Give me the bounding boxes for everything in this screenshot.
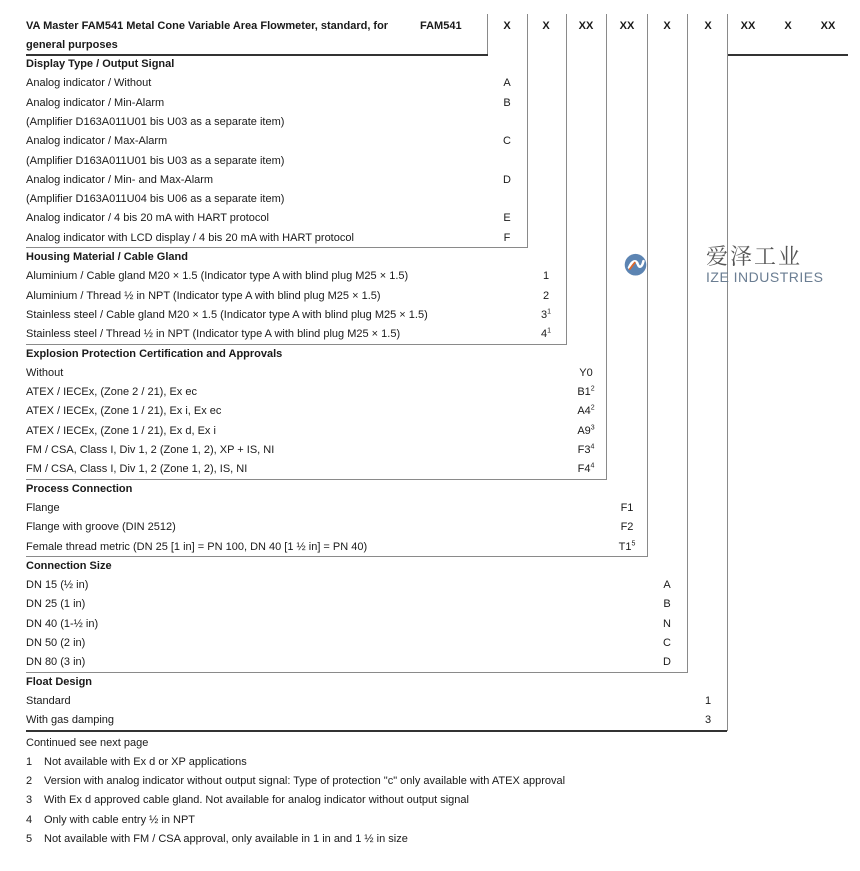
option-code: [571, 460, 601, 479]
option-label: Analog indicator / 4 bis 20 mA with HART protocol: [26, 212, 269, 225]
option-code-value: 3: [540, 308, 548, 321]
option-label: DN 25 (1 in): [26, 598, 86, 611]
option-label: FM / CSA, Class I, Div 1, 2 (Zone 1, 2), IS, NI: [26, 463, 248, 476]
option-label: ATEX / IECEx, (Zone 1 / 21), Ex d, Ex i: [26, 424, 216, 437]
header-code-5: X: [663, 20, 671, 32]
option-label: (Amplifier D163A011U01 bis U03 as a separate item): [26, 154, 285, 167]
option-code: [652, 634, 682, 653]
footnote-text: Not available with Ex d or XP applications: [44, 755, 247, 768]
row-divider: [26, 556, 647, 557]
header-code-6: X: [704, 20, 712, 32]
header-code-1: X: [503, 20, 511, 32]
header-code-4: XX: [619, 20, 635, 32]
footnote-text: Not available with FM / CSA approval, only available in 1 in and 1 ½ in size: [44, 833, 408, 845]
header-code-3: XX: [578, 20, 594, 32]
footnote-text: With Ex d approved cable gland. Not available for analog indicator without output signal: [44, 794, 469, 807]
footnote: [26, 811, 195, 830]
header-code-9: XX: [820, 20, 836, 32]
option-code: [612, 518, 642, 537]
option-label: Stainless steel / Thread ½ in NPT (Indicator type A with blind plug M25 × 1.5): [26, 328, 401, 341]
option-code-value: F4: [577, 463, 591, 476]
header-code-2: X: [542, 20, 550, 32]
option-label: Standard: [26, 694, 71, 707]
option-label: Analog indicator / Min- and Max-Alarm: [26, 173, 214, 186]
section-title: Explosion Protection Certification and Approvals: [26, 347, 283, 360]
option-label: Flange: [26, 501, 60, 514]
option-code: [492, 209, 522, 228]
option-code-value: 2: [542, 289, 550, 302]
option-code-value: C: [503, 135, 511, 148]
option-label: Female thread metric (DN 25 [1 in] = PN 100, DN 40 [1 ½ in] = PN 40): [26, 540, 368, 553]
option-code: [531, 267, 561, 286]
option-label: Stainless steel / Cable gland M20 × 1.5 (Indicator type A with blind plug M25 × 1.5): [26, 308, 428, 321]
footnote-ref: 2: [590, 404, 595, 412]
option-code-value: B: [503, 96, 511, 109]
column-divider: [487, 14, 488, 54]
footnote-text: Only with cable entry ½ in NPT: [44, 813, 196, 826]
option-code-value: A4: [577, 405, 591, 418]
footnote-number: 2: [26, 775, 33, 788]
option-code-value: 3: [704, 714, 712, 727]
option-label: Without: [26, 366, 64, 379]
footnote-ref: 4: [590, 462, 595, 470]
option-code-value: D: [503, 173, 511, 186]
option-label: ATEX / IECEx, (Zone 2 / 21), Ex ec: [26, 386, 197, 399]
footnote-ref: 1: [547, 308, 552, 316]
option-label: With gas damping: [26, 714, 115, 727]
option-code: [571, 402, 601, 421]
option-label: DN 50 (2 in): [26, 637, 86, 649]
footnote-number: 5: [26, 833, 33, 845]
option-label: Flange with groove (DIN 2512): [26, 521, 176, 534]
footnote-ref: 3: [590, 424, 595, 432]
row-divider: [728, 54, 848, 56]
option-code: [612, 499, 642, 518]
option-code-value: F3: [577, 444, 591, 456]
section-title: Connection Size: [26, 559, 112, 572]
option-code-value: F2: [620, 521, 634, 534]
option-code: [531, 306, 561, 325]
section-title: Housing Material / Cable Gland: [26, 251, 188, 263]
model-number: FAM541: [420, 20, 462, 32]
column-divider: [527, 14, 528, 248]
column-divider: [727, 14, 728, 731]
column-divider: [687, 14, 688, 673]
option-code-value: A9: [577, 424, 591, 437]
option-code-value: F1: [620, 501, 634, 514]
header-code-7: XX: [740, 20, 756, 32]
option-code: [492, 74, 522, 93]
option-code-value: E: [503, 212, 511, 225]
option-label: Analog indicator with LCD display / 4 bis 20 mA with HART protocol: [26, 231, 354, 244]
option-code-value: F: [503, 231, 511, 244]
footnote-text: Version with analog indicator without output signal: Type of protection "c" only available with ATEX approval: [44, 775, 566, 788]
option-label: Aluminium / Cable gland M20 × 1.5 (Indicator type A with blind plug M25 × 1.5): [26, 270, 409, 283]
option-code: [693, 711, 723, 730]
row-divider: [26, 672, 687, 673]
option-label: (Amplifier D163A011U01 bis U03 as a separate item): [26, 115, 285, 128]
continued-note: Continued see next page: [26, 736, 149, 749]
column-divider: [566, 14, 567, 345]
option-label: FM / CSA, Class I, Div 1, 2 (Zone 1, 2), XP + IS, NI: [26, 444, 275, 456]
option-label: Analog indicator / Without: [26, 77, 152, 90]
option-label: (Amplifier D163A011U04 bis U06 as a separate item): [26, 193, 285, 206]
section-title: Display Type / Output Signal: [26, 58, 175, 70]
option-code-value: B1: [577, 386, 591, 399]
footnote-ref: 4: [590, 443, 595, 451]
footnote-number: 4: [26, 813, 33, 826]
footnote-ref: 2: [590, 385, 595, 393]
option-code: [612, 538, 642, 557]
section-title: Float Design: [26, 675, 93, 688]
option-label: Analog indicator / Max-Alarm: [26, 135, 168, 148]
option-code-value: N: [663, 617, 671, 630]
option-code-value: B: [663, 598, 671, 611]
footnote-ref: 5: [631, 539, 636, 547]
option-code: [531, 287, 561, 306]
option-code: [652, 576, 682, 595]
option-code: [571, 441, 601, 460]
option-label: DN 80 (3 in): [26, 656, 86, 669]
option-code: [531, 325, 561, 344]
footnote-number: 3: [26, 794, 33, 807]
footnote: [26, 791, 469, 810]
option-code-value: A: [663, 579, 671, 592]
footnote: [26, 753, 247, 772]
footnote-number: 1: [26, 755, 33, 768]
option-code-value: T1: [618, 540, 632, 553]
page-title: VA Master FAM541 Metal Cone Variable Area Flowmeter, standard, for general purposes: [26, 20, 389, 51]
option-code: [571, 364, 601, 383]
option-code: [492, 171, 522, 190]
option-code-value: Y0: [579, 366, 593, 379]
footnote: [26, 772, 565, 791]
option-label: ATEX / IECEx, (Zone 1 / 21), Ex i, Ex ec: [26, 405, 222, 418]
option-code: [652, 653, 682, 672]
option-code-value: 1: [542, 270, 550, 283]
section-title: Process Connection: [26, 482, 133, 495]
option-code-value: 1: [704, 694, 712, 707]
header-code-8: X: [784, 20, 792, 32]
option-label: DN 15 (½ in): [26, 579, 89, 592]
option-label: DN 40 (1-½ in): [26, 617, 99, 630]
option-code: [652, 595, 682, 614]
option-code-value: D: [663, 656, 671, 669]
option-code: [492, 94, 522, 113]
row-divider: [26, 730, 727, 732]
option-code-value: C: [663, 637, 671, 649]
column-divider: [606, 14, 607, 480]
option-code: [693, 692, 723, 711]
option-code: [492, 229, 522, 248]
option-code: [571, 383, 601, 402]
watermark-en: IZE INDUSTRIES: [706, 269, 824, 285]
option-code: [571, 422, 601, 441]
footnote: [26, 830, 408, 849]
option-label: Analog indicator / Min-Alarm: [26, 96, 165, 109]
option-code: [652, 615, 682, 634]
option-code-value: 4: [540, 328, 548, 341]
footnote-ref: 1: [547, 327, 552, 335]
option-code: [492, 132, 522, 151]
ize-logo-icon: [624, 232, 696, 296]
option-label: Aluminium / Thread ½ in NPT (Indicator type A with blind plug M25 × 1.5): [26, 289, 381, 302]
option-code-value: A: [503, 77, 511, 90]
watermark-cn: 爱泽工业: [706, 244, 803, 269]
